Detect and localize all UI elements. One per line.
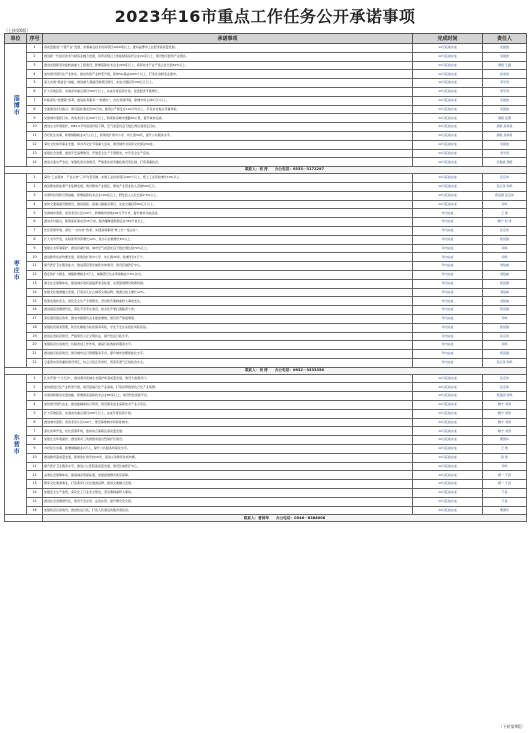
task-text: 提升医疗卫生服务能力，推进紧密型县域医共体建设，建设区域医疗中心。 [43,262,413,271]
owner-cell: 李鸣 [483,462,527,471]
row-number: 10 [27,453,43,462]
table-row [5,131,527,140]
task-text: 统筹发展和安全，深化安全生产专项整治，坚决防范遏制重特大事故发生。 [43,297,413,306]
row-number: 10 [27,253,43,262]
table-row [5,418,527,427]
row-number: 21 [27,350,43,359]
deadline-cell: 12月底前完成 [413,191,483,200]
task-text: 办好民生实事，新增城镇就业4万人以上，新建改扩建中小学、幼儿园30所，提升公共服务水平。 [43,131,413,140]
contact-info: 联系人：刘 涛 办公电话：0533－3172297 [43,167,527,174]
deadline-cell: 12月底前完成 [413,436,483,445]
table-row [5,297,527,306]
table-row [5,61,527,70]
owner-cell: 宋振波 满毅 [483,158,527,167]
table-row [5,497,527,506]
task-text: 扩大有效投资，实施省市重点项目300个以上，完成年度投资计划，促进经济平稳增长。 [43,87,413,96]
owner-cell: 柳一 于昌 [483,471,527,480]
task-text: 推进省级新旧动能转换重大工程建设，新增高新技术企业200家以上，高新技术产业产值占比达到52%以上。 [43,61,413,70]
table-row [5,87,527,96]
table-row [5,182,527,191]
row-number: 8 [27,436,43,445]
header-task: 承诺事项 [43,34,413,44]
table-row [5,288,527,297]
table-row [5,374,527,383]
table-row [5,191,527,200]
owner-cell: 宋振波 [483,96,527,105]
deadline-cell: 12月底前完成 [413,200,483,209]
table-row [5,200,527,209]
task-text: 实施科技创新引领战略，新增高新技术企业100家以上，研发投入占比达到2.5%以上。 [43,191,413,200]
task-text: 深入实施“强省会”战略，推进重大基础设施项目建设，完成交通投资100亿元以上。 [43,79,413,88]
owner-cell: 李鸣 [483,244,527,253]
owner-cell: 满毅 王磊 [483,61,527,70]
task-text: 稳定和扩大就业，城镇新增就业3万人，城镇登记失业率控制在3.5%以内。 [43,270,413,279]
owner-cell: 于昌 [483,489,527,498]
deadline-cell: 年内完成 [413,244,483,253]
city-name: 淄博市 [5,44,27,167]
owner-cell: 孙 凯 [483,453,527,462]
owner-cell: 鲍宁 刘涛 [483,401,527,410]
deadline-cell: 年内完成 [413,341,483,350]
task-text: 加强生态环境保护，推进河湖长制，城市空气质量优良天数比例达到70%以上。 [43,244,413,253]
owner-cell: 郑昌国 [483,279,527,288]
contact-row [5,515,527,522]
deadline-cell: 12月底前完成 [413,79,483,88]
deadline-cell: 年内完成 [413,270,483,279]
table-row [5,158,527,167]
owner-cell: 宋振波 [483,140,527,149]
row-number: 14 [27,489,43,498]
owner-cell: 李学涛 [483,79,527,88]
row-number: 16 [27,506,43,515]
table-row [5,226,527,235]
owner-cell: 刘伯威 [483,288,527,297]
task-text: 深化改革开放，优化营商环境，推动综合保税区高质量发展。 [43,427,413,436]
row-number: 13 [27,480,43,489]
owner-cell: 郑昌国 张宗伟 [483,191,527,200]
deadline-cell: 年内完成 [413,314,483,323]
table-row [5,174,527,183]
task-text: 高质量推进“十强产业”发展，实施重点技术改造项目1000项以上，推动淄博市工业经济高质量发展。 [43,44,413,53]
row-number: 6 [27,218,43,227]
deadline-cell: 12月底前完成 [413,471,483,480]
deadline-cell: 年内完成 [413,235,483,244]
task-text: 加快交通基础设施建设，推进高铁、高速公路重点项目，完成交通投资60亿元以上。 [43,200,413,209]
table-row [5,506,527,515]
row-number: 2 [27,383,43,392]
row-number: 7 [27,427,43,436]
row-number: 18 [27,323,43,332]
table-row [5,123,527,132]
header-deadline: 完成时间 [413,34,483,44]
owner-cell: 鲍宁 刘涛 [483,418,527,427]
task-text: 加强安全生产监管，深化化工行业安全整治，坚决遏制重特大事故。 [43,489,413,498]
table-row [5,114,527,123]
task-text: 繁荣文化旅游事业，打造黄河口文化旅游品牌，推进文旅融合发展。 [43,480,413,489]
task-text: 扩大对外开放，实际使用外资增长10%，进出口总额增长8%以上。 [43,235,413,244]
table-row [5,427,527,436]
table-row [5,489,527,498]
row-number: 12 [27,471,43,480]
owner-cell: 曹国华 [483,506,527,515]
owner-cell: 张宗伟 [483,226,527,235]
row-number: 1 [27,44,43,53]
owner-cell: 郑昌国 [483,350,527,359]
owner-cell: 于昌 [483,497,527,506]
header-owner: 责任人 [483,34,527,44]
header-no: 序号 [27,34,43,44]
deadline-cell: 年内完成 [413,226,483,235]
row-number: 5 [27,209,43,218]
owner-cell: 鲍宁 刘 涛 [483,218,527,227]
city-name: 东营市 [5,374,27,515]
owner-cell: 郑昌国 [483,323,527,332]
task-text: 加快建设现代农业，推进盐碱地综合利用，建设国家农业高新技术产业示范区。 [43,401,413,410]
deadline-cell: 年内完成 [413,279,483,288]
deadline-cell: 12月底前完成 [413,506,483,515]
contact-row [5,167,527,174]
table-row [5,235,527,244]
table-row [5,453,527,462]
deadline-cell: 年内完成 [413,297,483,306]
row-number: 9 [27,244,43,253]
owner-cell: 满毅 孙承昊 [483,131,527,140]
contact-info: 联系人：曹国华 办公电话：0546－8388008 [43,515,527,522]
deadline-cell: 12月底前完成 [413,70,483,79]
contact-info: 联系人：刘 涛 办公电话：0632－3333356 [43,367,527,374]
commitment-table [4,33,527,522]
page-title: 2023年16市重点工作任务公开承诺事项 [114,7,416,26]
table-row [5,79,527,88]
row-number: 11 [27,262,43,271]
owner-cell: 郑昌国 [483,306,527,315]
row-number: 11 [27,462,43,471]
table-row [5,392,527,401]
deadline-cell: 12月底前完成 [413,149,483,158]
task-text: 提升医疗卫生服务水平，推进公立医院高质量发展，建设区域医疗中心。 [43,462,413,471]
table-row [5,323,527,332]
owner-cell: 柳一 于昌 [483,480,527,489]
row-number: 5 [27,409,43,418]
contact-row [5,367,527,374]
row-number: 22 [27,358,43,367]
owner-cell: 宋振波 [483,105,527,114]
table-row [5,383,527,392]
owner-cell: 张宗伟 李鸣 [483,358,527,367]
deadline-cell: 年内完成 [413,209,483,218]
row-number: 7 [27,96,43,105]
owner-cell: 刘伯威 [483,297,527,306]
table-row [5,436,527,445]
continued-from-note: （上接第6版） [4,28,31,33]
task-text: 加强政府自身建设，持续改进工作作风，提高行政效能和服务水平。 [43,341,413,350]
task-text: 推进锂电新能源产业集群发展，建设锂电产业园区，锂电产业营业收入突破500亿元。 [43,182,413,191]
task-text: 推进教育高质量发展，新建改扩建学校15所，促进义务教育优质均衡。 [43,453,413,462]
row-number: 4 [27,70,43,79]
table-row [5,209,527,218]
deadline-cell: 12月底前完成 [413,61,483,70]
task-text: 实施城市更新行动，改造老旧小区200个以上，新建改造城市道路50公里，提升城市品质。 [43,114,413,123]
task-text: 推进法治政府建设，严格规范公正文明执法，提升依法行政水平。 [43,332,413,341]
table-row [5,409,527,418]
deadline-cell: 12月底前完成 [413,418,483,427]
task-text: 推进数字政府建设，建设城市运行管理服务平台，提升城市治理智能化水平。 [43,350,413,359]
owner-cell: 李鸣 [483,314,527,323]
table-row [5,52,527,61]
table-row [5,445,527,454]
owner-cell: 张宗伟 [483,174,527,183]
task-text: 推进社会治理现代化，建设平安东营、法治东营，提升群众安全感。 [43,497,413,506]
owner-cell: 张宗伟 [483,374,527,383]
row-number: 3 [27,191,43,200]
deadline-cell: 12月底前完成 [413,445,483,454]
task-text: 深化文化体育事业发展，举办齐文化节等重大活动，建设城市书房和文化驿站50处。 [43,140,413,149]
task-text: 加快建设现代化产业体系，推动传统产业转型升级，新建5G基站2000个以上，打造先进制造业强市。 [43,70,413,79]
task-text: 推进新一代信息技术与制造业融合发展，培育省级以上智能制造标杆企业20家以上，建设数字经济产业园区。 [43,52,413,61]
table-row [5,358,527,367]
row-number: 10 [27,123,43,132]
owner-cell: 宋振波 [483,44,527,53]
owner-cell: 满毅 孙承昊 [483,123,527,132]
row-number: 1 [27,374,43,383]
deadline-cell: 12月底前完成 [413,427,483,436]
table-row [5,341,527,350]
row-number: 6 [27,418,43,427]
contact-spacer [5,515,43,522]
table-row [5,462,527,471]
task-text: 优化营商环境，深化“一次办好”改革，实现高频事项“掌上办”“指尖办”。 [43,226,413,235]
task-text: 完善社会保障体系，提高城乡低保标准，加强困难群众兜底保障。 [43,471,413,480]
table-row [5,218,527,227]
deadline-cell: 12月底前完成 [413,374,483,383]
row-number: 12 [27,270,43,279]
deadline-cell: 12月底前完成 [413,409,483,418]
deadline-cell: 12月底前完成 [413,489,483,498]
row-number: 15 [27,297,43,306]
row-number: 8 [27,235,43,244]
continued-to-note: （下转第9版） [498,724,525,729]
owner-cell: 王 凯 [483,445,527,454]
deadline-cell: 12月底前完成 [413,182,483,191]
deadline-cell: 年内完成 [413,323,483,332]
row-number: 13 [27,149,43,158]
task-text: 推动乡村振兴，新建高标准农田15万亩，粮食播种面积稳定在350万亩以上。 [43,218,413,227]
deadline-cell: 年内完成 [413,218,483,227]
deadline-cell: 12月底前完成 [413,131,483,140]
owner-cell: 李鸣 [483,253,527,262]
task-text: 推进生态环境保护，PM2.5平均浓度持续下降，空气质量优良天数比例达到省定目标。 [43,123,413,132]
owner-cell: 鲍宁 刘涛 [483,409,527,418]
task-text: 持续深化“放管服”改革，推进政务服务“一网通办”，优化营商环境，新增市场主体5万户以上。 [43,96,413,105]
table-row [5,270,527,279]
task-text: 深化国资国企改革，推动市属国有企业提质增效，国有资产保值增值。 [43,314,413,323]
row-number: 2 [27,52,43,61]
task-text: 加强政府自身建设，推进依法行政，打造人民满意的服务型政府。 [43,506,413,515]
city-name: 枣庄市 [5,174,27,368]
table-row [5,96,527,105]
row-number: 5 [27,79,43,88]
deadline-cell: 12月底前完成 [413,480,483,489]
contact-spacer [5,167,43,174]
owner-cell: 郑昌国 [483,235,527,244]
task-text: 健全社会保障体系，提高城乡居民基础养老金标准，完善困难群众救助机制。 [43,279,413,288]
owner-cell: 李鸣 [483,200,527,209]
owner-cell: 满毅 张慧 [483,114,527,123]
table-row [5,279,527,288]
row-number: 19 [27,332,43,341]
task-text: 实施城市更新，改造老旧小区120个，新增城市绿地100万平方米，提升城市功能品质。 [43,209,413,218]
row-number: 16 [27,306,43,315]
header-unit: 单位 [5,34,27,44]
task-text: 全面落实党风廉政建设责任，持之以恒正风肃纪，营造风清气正的政治生态。 [43,358,413,367]
owner-cell: 刘伯威 [483,270,527,279]
owner-cell: 李鸣 [483,341,527,350]
deadline-cell: 年内完成 [413,358,483,367]
task-text: 推进全面从严治党，加强政府自身建设，严格落实党风廉政建设责任制，打造清廉政府。 [43,158,413,167]
task-text: 办好民生实事，新增城镇就业2万人，提升公共服务均等化水平。 [43,445,413,454]
deadline-cell: 12月底前完成 [413,114,483,123]
owner-cell: 曹国华 [483,436,527,445]
deadline-cell: 12月底前完成 [413,383,483,392]
row-number: 14 [27,158,43,167]
row-number: 13 [27,279,43,288]
table-row [5,306,527,315]
row-number: 20 [27,341,43,350]
deadline-cell: 12月底前完成 [413,87,483,96]
task-text: 加强文化旅游融合发展，打造台儿庄古城等文旅品牌，旅游总收入增长12%。 [43,288,413,297]
owner-cell: 李学涛 [483,87,527,96]
row-number: 9 [27,445,43,454]
deadline-cell: 12月底前完成 [413,174,483,183]
task-text: 加强社会治理，推进平安淄博建设，开展安全生产专项整治，守牢安全生产底线。 [43,149,413,158]
table-row [5,44,527,53]
owner-cell: 李学涛 [483,149,527,158]
table-row [5,70,527,79]
row-number: 1 [27,174,43,183]
task-text: 加强政府债务管理，防范化解地方政府债务风险，守住不发生系统性风险底线。 [43,323,413,332]
table-row [5,332,527,341]
header-row [5,34,527,44]
owner-cell: 王 凯 [483,209,527,218]
task-text: 推进教育优质均衡发展，新建改扩建中小学、幼儿园20所，新增学位1万个。 [43,253,413,262]
row-number: 4 [27,200,43,209]
row-number: 4 [27,401,43,410]
table-row [5,140,527,149]
deadline-cell: 12月底前完成 [413,401,483,410]
table-row [5,314,527,323]
deadline-cell: 12月底前完成 [413,44,483,53]
task-text: 推进基层治理现代化，深化平安枣庄建设，常态化开展扫黑除恶斗争。 [43,306,413,315]
task-text: 推进城市更新，改造老旧小区100个，建设海绵城市和韧性城市。 [43,418,413,427]
task-text: 扎实开展“十大行动”，推动黄河流域生态保护和高质量发展，建设大美黄河口。 [43,374,413,383]
owner-cell: 刘伯威 [483,262,527,271]
table-row [5,401,527,410]
owner-cell: 张宗伟 [483,332,527,341]
owner-cell: 鲍宁 刘涛 [483,427,527,436]
owner-cell: 张宗伟 [483,383,527,392]
row-number: 3 [27,61,43,70]
deadline-cell: 12月底前完成 [413,96,483,105]
row-number: 7 [27,226,43,235]
task-text: 加强生态环境保护，推进黄河三角洲国家级自然保护区建设。 [43,436,413,445]
row-number: 14 [27,288,43,297]
table-row [5,480,527,489]
table-row [5,471,527,480]
task-text: 加快推进石化产业转型升级，建设高端石化产业基地，打造世界级绿色石化产业集群。 [43,383,413,392]
deadline-cell: 12月底前完成 [413,123,483,132]
table-row [5,262,527,271]
table-row [5,244,527,253]
deadline-cell: 12月底前完成 [413,497,483,506]
row-number: 6 [27,87,43,96]
contact-spacer [5,367,43,374]
row-number: 12 [27,140,43,149]
row-number: 15 [27,497,43,506]
table-row [5,253,527,262]
deadline-cell: 年内完成 [413,288,483,297]
deadline-cell: 12月底前完成 [413,105,483,114]
task-text: 扩大有效投资，实施省市重点项目200个以上，完成年度投资计划。 [43,409,413,418]
deadline-cell: 12月底前完成 [413,462,483,471]
table-body [5,44,527,522]
owner-cell: 张宗伟 李鸣 [483,182,527,191]
row-number: 11 [27,131,43,140]
row-number: 3 [27,392,43,401]
table-row [5,350,527,359]
deadline-cell: 12月底前完成 [413,140,483,149]
owner-cell: 郑昌国 李鸣 [483,392,527,401]
table-row [5,105,527,114]
owner-cell: 宋振波 [483,52,527,61]
row-number: 17 [27,314,43,323]
row-number: 9 [27,114,43,123]
table-row [5,149,527,158]
deadline-cell: 12月底前完成 [413,158,483,167]
deadline-cell: 年内完成 [413,253,483,262]
task-text: 实施创新驱动发展战略，新增国家高新技术企业80家以上，建设科技创新平台。 [43,392,413,401]
deadline-cell: 年内完成 [413,306,483,315]
task-text: 深化“工业强市、产业兴市”三年攻坚突破，实施工业技改项目200个以上，规上工业营收增长10%以上。 [43,174,413,183]
task-text: 全面推进乡村振兴，建设高标准农田20万亩，粮食总产稳定在120万吨以上，打造乡村振兴齐鲁样板。 [43,105,413,114]
deadline-cell: 年内完成 [413,350,483,359]
deadline-cell: 12月底前完成 [413,392,483,401]
row-number: 2 [27,182,43,191]
owner-cell: 孙承昊 [483,70,527,79]
deadline-cell: 年内完成 [413,262,483,271]
deadline-cell: 12月底前完成 [413,52,483,61]
deadline-cell: 年内完成 [413,332,483,341]
row-number: 8 [27,105,43,114]
deadline-cell: 12月底前完成 [413,453,483,462]
